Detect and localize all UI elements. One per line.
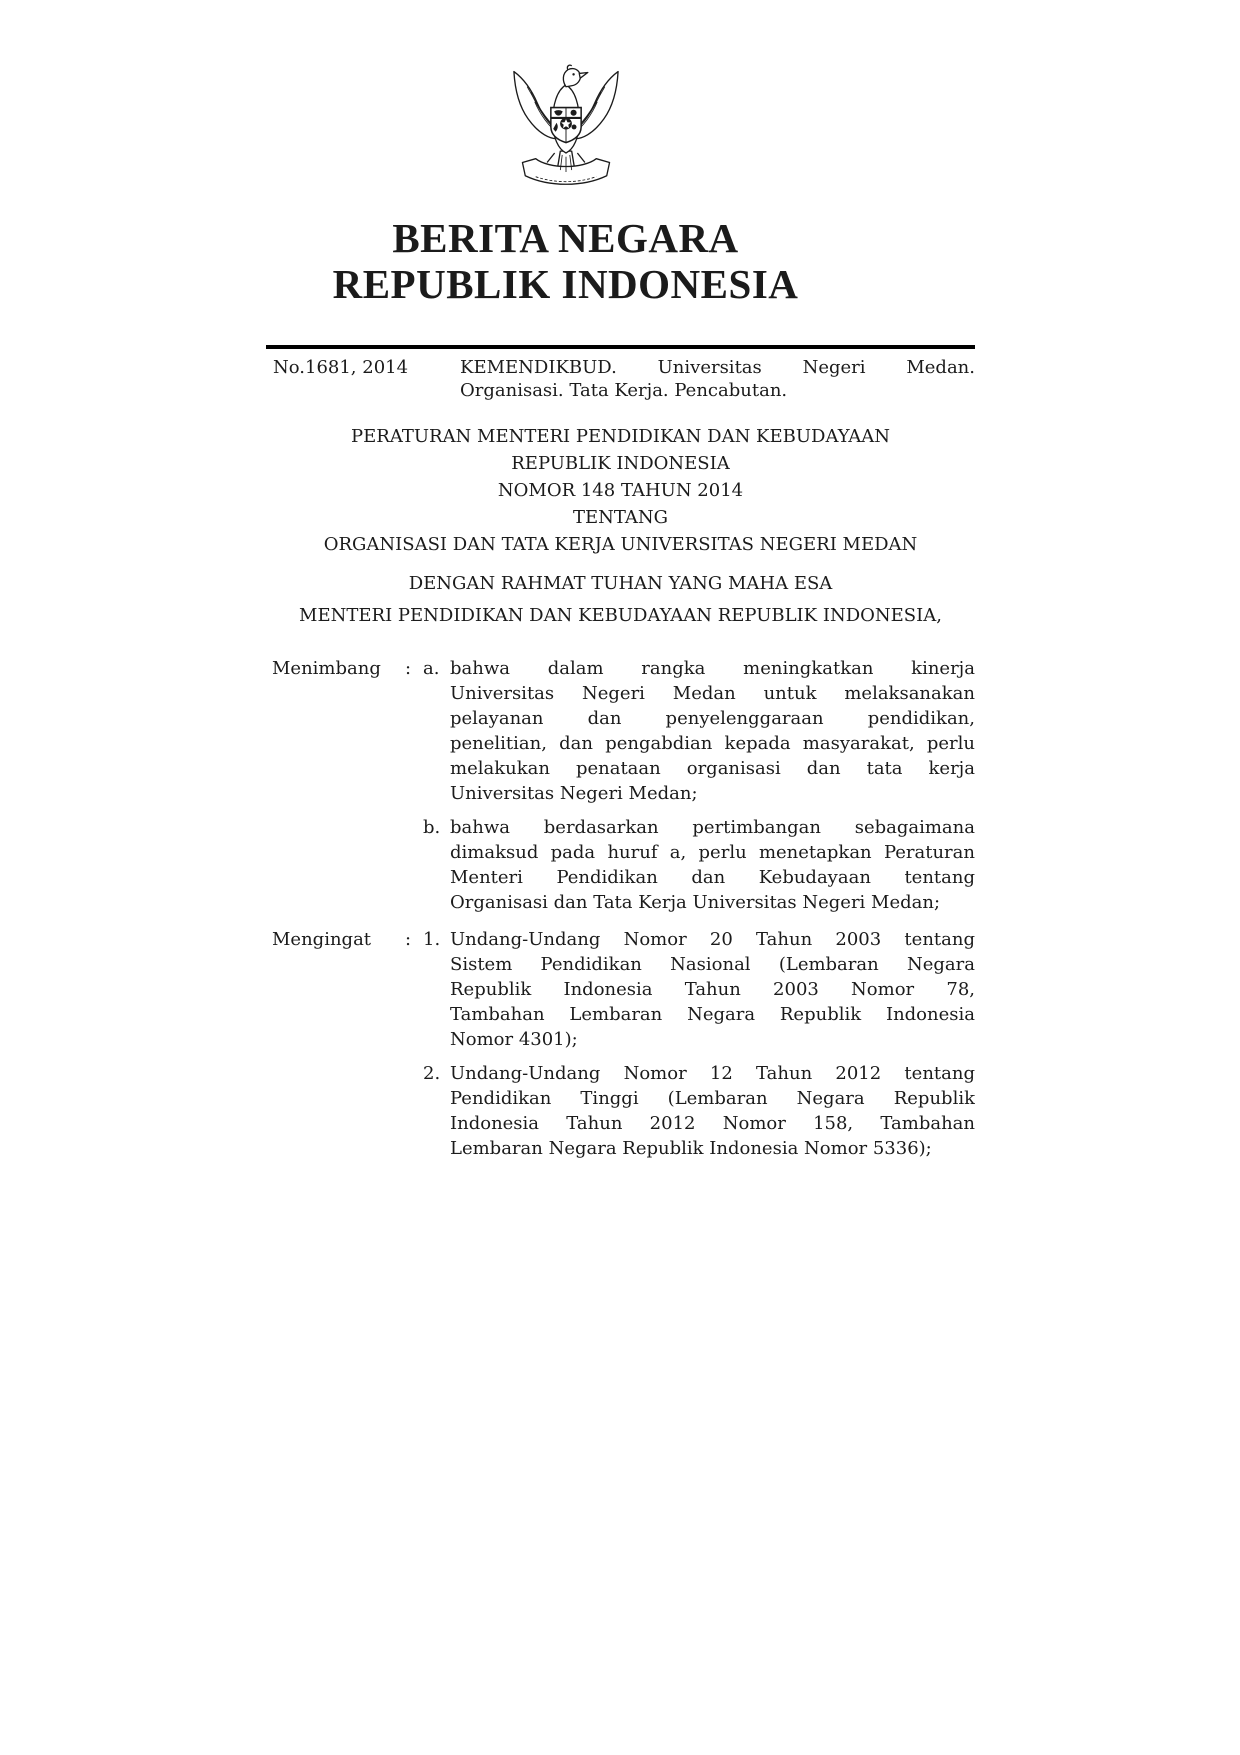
gazette-masthead-line-2: REPUBLIK INDONESIA bbox=[332, 261, 799, 307]
mengingat-label: Mengingat bbox=[272, 929, 372, 950]
mengingat-items bbox=[423, 927, 975, 1161]
mengingat-item-2 bbox=[423, 1061, 975, 1161]
regulation-title-line: PERATURAN MENTERI PENDIDIKAN DAN KEBUDAYAAN bbox=[351, 426, 890, 447]
grace-line: DENGAN RAHMAT TUHAN YANG MAHA ESA bbox=[408, 573, 833, 594]
text-line: Sistem Pendidikan Nasional (Lembaran Negara bbox=[450, 954, 975, 975]
regulation-title-line: ORGANISASI DAN TATA KERJA UNIVERSITAS NEGERI MEDAN bbox=[323, 534, 918, 555]
regulation-title-line: TENTANG bbox=[572, 507, 669, 528]
gazette-info-row bbox=[266, 356, 975, 402]
text-line: pelayanan dan penyelenggaraan pendidikan, bbox=[450, 708, 975, 729]
item-marker: a. bbox=[423, 658, 440, 679]
text-line: Republik Indonesia Tahun 2003 Nomor 78, bbox=[450, 979, 975, 1000]
text-line: Nomor 4301); bbox=[450, 1029, 578, 1050]
text-line: Undang-Undang Nomor 20 Tahun 2003 tentang bbox=[450, 929, 975, 950]
mengingat-section bbox=[266, 927, 975, 1161]
text-line: Pendidikan Tinggi (Lembaran Negara Republik bbox=[450, 1088, 975, 1109]
text-line: Tambahan Lembaran Negara Republik Indonesia bbox=[450, 1004, 975, 1025]
mengingat-item-1 bbox=[423, 927, 975, 1052]
item-text bbox=[450, 656, 975, 806]
text-line: bahwa berdasarkan pertimbangan sebagaimana bbox=[450, 817, 975, 838]
text-line: Menteri Pendidikan dan Kebudayaan tentang bbox=[450, 867, 975, 888]
item-marker: 2. bbox=[423, 1063, 441, 1084]
menimbang-label: Menimbang bbox=[272, 658, 381, 679]
text-line: Lembaran Negara Republik Indonesia Nomor 5336); bbox=[450, 1138, 932, 1159]
text-line: Undang-Undang Nomor 12 Tahun 2012 tentang bbox=[450, 1063, 975, 1084]
menimbang-colon: : bbox=[405, 658, 412, 679]
menimbang-section bbox=[266, 656, 975, 915]
item-text bbox=[450, 927, 975, 1052]
text-line: Organisasi dan Tata Kerja Universitas Negeri Medan; bbox=[450, 892, 941, 913]
gazette-masthead bbox=[211, 215, 920, 307]
menimbang-item-a bbox=[423, 656, 975, 806]
mengingat-colon: : bbox=[405, 929, 412, 950]
text-line: Universitas Negeri Medan untuk melaksanakan bbox=[450, 683, 975, 704]
menimbang-items bbox=[423, 656, 975, 915]
regulation-title-line: REPUBLIK INDONESIA bbox=[511, 453, 730, 474]
garuda-pancasila-icon bbox=[509, 64, 623, 189]
text-line: melakukan penataan organisasi dan tata kerja bbox=[450, 758, 975, 779]
gazette-subject-line: Organisasi. Tata Kerja. Pencabutan. bbox=[460, 380, 788, 401]
text-line: dimaksud pada huruf a, perlu menetapkan Peraturan bbox=[450, 842, 975, 863]
gazette-number: No.1681, 2014 bbox=[273, 357, 409, 378]
gazette-masthead-line-1: BERITA NEGARA bbox=[392, 215, 739, 261]
regulation-title-block bbox=[266, 423, 975, 558]
text-line: Indonesia Tahun 2012 Nomor 158, Tambahan bbox=[450, 1113, 975, 1134]
masthead-rule bbox=[266, 345, 975, 349]
item-text bbox=[450, 815, 975, 915]
regulation-title-line: NOMOR 148 TAHUN 2014 bbox=[497, 480, 744, 501]
item-marker: 1. bbox=[423, 929, 441, 950]
page-content bbox=[266, 0, 975, 1161]
text-line: Universitas Negeri Medan; bbox=[450, 783, 698, 804]
authority-line: MENTERI PENDIDIKAN DAN KEBUDAYAAN REPUBLIK INDONESIA, bbox=[299, 605, 942, 626]
gazette-subject-line: KEMENDIKBUD. Universitas Negeri Medan. bbox=[460, 357, 975, 378]
text-line: penelitian, dan pengabdian kepada masyarakat, perlu bbox=[450, 733, 975, 754]
menimbang-item-b bbox=[423, 815, 975, 915]
text-line: bahwa dalam rangka meningkatkan kinerja bbox=[450, 658, 975, 679]
gazette-subject bbox=[460, 356, 975, 402]
item-text bbox=[450, 1061, 975, 1161]
item-marker: b. bbox=[423, 817, 441, 838]
